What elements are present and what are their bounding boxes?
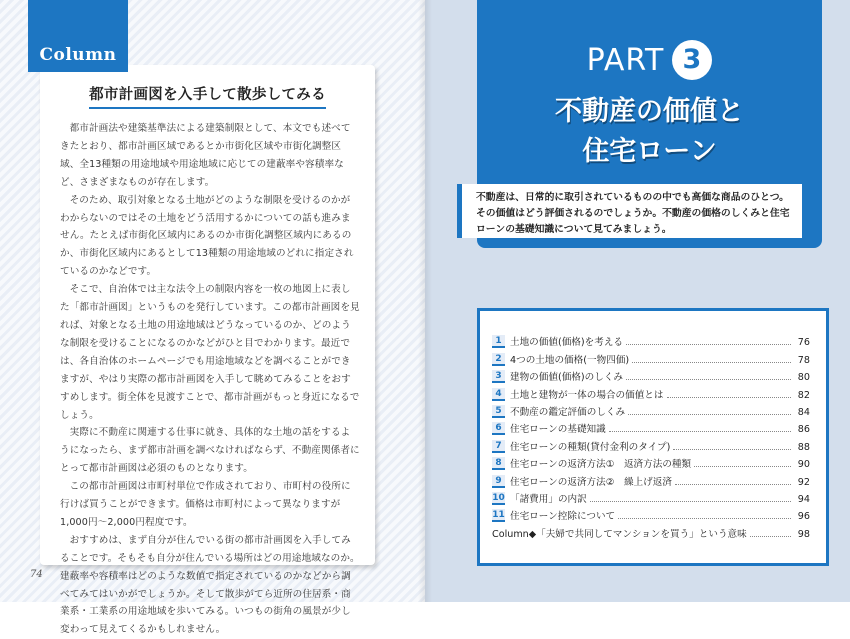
part-heading bbox=[477, 40, 822, 80]
column-heading: 都市計画図を入手して散歩してみる bbox=[89, 83, 326, 109]
column-paragraph: そこで、自治体では主な法令上の制限内容を一枚の地図上に表した「都市計画図」というものを発行しています。この都市計画図を見れば、対象となる土地の用途地域はどうなっているのか、どのような制限を受けることになるのかなどがひと目でわかります。最近では、各自治体のホームページでも用途地域などを調べることができますが、やはり実際の都市計画図を入手して眺めてみることをおすすめします。街全体を見渡すことで、都市計画がもっと身近になるでしょう。 bbox=[60, 284, 360, 421]
toc-title: 不動産の鑑定評価のしくみ bbox=[510, 406, 626, 418]
toc-page: 88 bbox=[797, 441, 810, 453]
toc-leader bbox=[626, 379, 791, 380]
part-title bbox=[477, 92, 822, 172]
column-paragraph: そのため、取引対象となる土地がどのような制限を受けるのかがわからないのではその土地をどう活用するかについての話も進みません。たとえば市街化区域内にあるのか市街化調整区域内にあるのか、市街化区域内にあるとして13種類の用途地域のどれに指定されているのかなどです。 bbox=[60, 194, 354, 278]
toc-page: 96 bbox=[797, 511, 810, 523]
toc-item[interactable] bbox=[492, 453, 810, 470]
table-of-contents bbox=[477, 308, 829, 566]
toc-title: 住宅ローン控除について bbox=[510, 511, 616, 523]
toc-leader bbox=[609, 431, 791, 432]
toc-title: 住宅ローンの基礎知識 bbox=[510, 424, 606, 436]
part-title-line: 住宅ローン bbox=[582, 136, 717, 167]
toc-leader bbox=[628, 414, 791, 415]
toc-leader bbox=[694, 466, 791, 467]
toc-page: 80 bbox=[797, 372, 810, 384]
toc-page: 82 bbox=[797, 389, 810, 401]
toc-list bbox=[492, 331, 810, 540]
toc-number: 4 bbox=[492, 388, 505, 401]
toc-item[interactable] bbox=[492, 435, 810, 452]
toc-title: 建物の価値(価格)のしくみ bbox=[510, 372, 624, 384]
column-tab bbox=[28, 40, 128, 72]
toc-leader bbox=[632, 362, 791, 363]
toc-item[interactable] bbox=[492, 401, 810, 418]
column-paragraph: この都市計画図は市町村単位で作成されており、市町村の役所に行けば買うことができます。価格は市町村によって異なりますが1,000円～2,000円程度です。 bbox=[60, 481, 351, 528]
toc-title: 住宅ローンの返済方法① 返済方法の種類 bbox=[510, 459, 692, 471]
toc-item[interactable] bbox=[492, 522, 810, 539]
toc-number: 7 bbox=[492, 440, 505, 453]
toc-page: 76 bbox=[797, 337, 810, 349]
toc-leader bbox=[626, 344, 791, 345]
toc-leader bbox=[618, 518, 791, 519]
page-gutter bbox=[418, 0, 432, 602]
toc-item[interactable] bbox=[492, 348, 810, 365]
part-intro: 不動産は、日常的に取引されているものの中でも高価な商品のひとつ。その価値はどう評価されるのでしょうか。不動産の価格のしくみと住宅ローンの基礎知識について見てみましょう。 bbox=[457, 184, 802, 238]
toc-item[interactable] bbox=[492, 331, 810, 348]
toc-title: Column◆「夫婦で共同してマンションを買う」という意味 bbox=[492, 528, 747, 540]
column-body bbox=[60, 120, 360, 639]
toc-number: 9 bbox=[492, 475, 505, 488]
toc-item[interactable] bbox=[492, 383, 810, 400]
toc-number: 8 bbox=[492, 457, 505, 470]
part-label: PART bbox=[586, 42, 665, 78]
toc-item[interactable] bbox=[492, 470, 810, 487]
column-heading-wrap bbox=[40, 83, 375, 109]
column-paragraph: おすすめは、まず自分が住んでいる街の都市計画図を入手してみることです。そもそも自分が住んでいる場所はどの用途地域なのか。建蔽率や容積率はどのような数値で指定されているのかなどから調べてみてはいかがでしょうか。そして散歩がてら近所の住居系・商業系・工業系の用途地域を歩いてみる。いつもの街角の風景が少し変わって見えてくるかもしれません。 bbox=[60, 534, 360, 636]
toc-item[interactable] bbox=[492, 505, 810, 522]
toc-number: 1 bbox=[492, 335, 505, 348]
toc-leader bbox=[675, 484, 791, 485]
toc-item[interactable] bbox=[492, 488, 810, 505]
toc-title: 「諸費用」の内訳 bbox=[510, 493, 587, 505]
toc-page: 84 bbox=[797, 406, 810, 418]
toc-page: 98 bbox=[797, 528, 810, 540]
toc-title: 住宅ローンの種類(貸付金利のタイプ) bbox=[510, 441, 671, 453]
toc-page: 94 bbox=[797, 493, 810, 505]
toc-number: 2 bbox=[492, 353, 505, 366]
toc-number: 6 bbox=[492, 422, 505, 435]
page-number: 74 bbox=[30, 569, 43, 580]
toc-leader bbox=[673, 449, 791, 450]
column-card bbox=[40, 65, 375, 636]
toc-item[interactable] bbox=[492, 366, 810, 383]
toc-leader bbox=[590, 501, 791, 502]
toc-page: 90 bbox=[797, 459, 810, 471]
toc-page: 92 bbox=[797, 476, 810, 488]
column-label: Column bbox=[39, 45, 117, 65]
toc-item[interactable] bbox=[492, 418, 810, 435]
toc-leader bbox=[750, 536, 791, 537]
toc-number: 5 bbox=[492, 405, 505, 418]
column-tab-top bbox=[28, 0, 128, 40]
toc-leader bbox=[667, 397, 792, 398]
toc-number: 3 bbox=[492, 370, 505, 383]
toc-page: 86 bbox=[797, 424, 810, 436]
part-number-badge: 3 bbox=[672, 40, 712, 80]
part-title-line: 不動産の価値と bbox=[555, 96, 744, 127]
toc-title: 土地と建物が一体の場合の価値とは bbox=[510, 389, 664, 401]
toc-title: 4つの土地の価格(一物四価) bbox=[510, 354, 630, 366]
column-paragraph: 実際に不動産に関連する仕事に就き、具体的な土地の話をするようになったら、まず都市計画を調べなければならず、不動産関係者にとって都市計画図は必須のものとなります。 bbox=[60, 427, 360, 475]
toc-number: 10 bbox=[492, 492, 505, 503]
toc-page: 78 bbox=[797, 354, 810, 366]
right-page bbox=[425, 0, 850, 602]
column-paragraph: 都市計画法や建築基準法による建築制限として、本文でも述べてきたとおり、都市計画区域であるとか市街化区域や市街化調整区域、全13種類の用途地域や用途地域に応じての建蔽率や容積率など、さまざまなものが存在します。 bbox=[60, 123, 351, 188]
toc-title: 住宅ローンの返済方法② 繰上げ返済 bbox=[510, 476, 672, 488]
left-page bbox=[0, 0, 425, 636]
toc-title: 土地の価値(価格)を考える bbox=[510, 337, 624, 349]
toc-number: 11 bbox=[492, 510, 505, 521]
